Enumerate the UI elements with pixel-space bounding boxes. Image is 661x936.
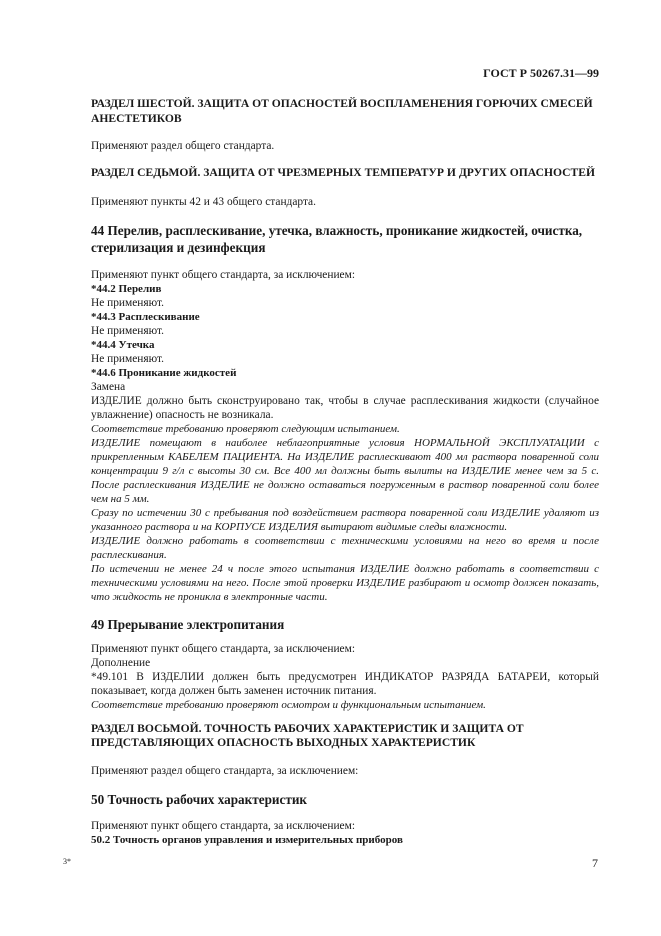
clause-44-intro: Применяют пункт общего стандарта, за исключением: [91, 268, 355, 281]
clause-44-3-text: Не применяют. [91, 324, 164, 337]
section-7-heading: РАЗДЕЛ СЕДЬМОЙ. ЗАЩИТА ОТ ЧРЕЗМЕРНЫХ ТЕМПЕРАТУР И ДРУГИХ ОПАСНОСТЕЙ [91, 166, 596, 179]
clause-44-6-paragraph-3: ИЗДЕЛИЕ помещают в наиболее неблагоприятные условия НОРМАЛЬНОЙ ЭКСПЛУАТАЦИИ с прикрепленным КАБЕЛЕМ ПАЦИЕНТА. На ИЗДЕЛИЕ расплескивают 400 мл раствора поваренной соли концентрации 9 г/л с высоты 30 см. Все 400 мл должны быть вылиты на ИЗДЕЛИЕ менее чем за 5 с. После расплескивания ИЗДЕЛИЕ не должно оставаться погруженным в раствор поваренной соли более чем на 5 мм. [91, 436, 599, 505]
clause-44-6-replace: Замена [91, 380, 126, 393]
clause-50-intro: Применяют пункт общего стандарта, за исключением: [91, 819, 355, 832]
footer-mark: 3* [63, 857, 71, 866]
clause-49-addition: Дополнение [91, 656, 151, 669]
section-8-text: Применяют раздел общего стандарта, за исключением: [91, 764, 359, 777]
clause-49-check: Соответствие требованию проверяют осмотром и функциональным испытанием. [91, 698, 486, 711]
clause-44-heading: 44 Перелив, расплескивание, утечка, влажность, проникание жидкостей, очистка, стерилизация и дезинфекция [91, 222, 583, 255]
page-number: 7 [592, 856, 598, 870]
clause-44-6-paragraph-6: По истечении не менее 24 ч после этого испытания ИЗДЕЛИЕ должно работать в соответствии с техническими условиями на него. После этой проверки ИЗДЕЛИЕ разбирают и осмотр должен показать, что жидкость не проникла в электронные части. [91, 562, 599, 603]
clause-44-4-text: Не применяют. [91, 352, 164, 365]
clause-50-heading: 50 Точность рабочих характеристик [91, 791, 308, 807]
clause-44-3-title: *44.3 Расплескивание [91, 310, 200, 323]
clause-49-intro: Применяют пункт общего стандарта, за исключением: [91, 642, 355, 655]
page-content [91, 97, 599, 847]
clause-44-4-title: *44.4 Утечка [91, 338, 155, 351]
clause-44-6-paragraph-1: ИЗДЕЛИЕ должно быть сконструировано так, чтобы в случае расплескивания жидкости (случайное увлажнение) опасность не возникала. [91, 394, 599, 421]
section-6-text: Применяют раздел общего стандарта. [91, 140, 275, 152]
clause-50-2-title: 50.2 Точность органов управления и измерительных приборов [91, 833, 403, 846]
clause-44-6-title: *44.6 Проникание жидкостей [91, 366, 237, 379]
clause-44-6-paragraph-4: Сразу по истечении 30 с пребывания под воздействием раствора поваренной соли ИЗДЕЛИЕ удаляют из указанного раствора и на КОРПУСЕ ИЗДЕЛИЯ вытирают видимые следы влажности. [91, 506, 599, 533]
clause-49-heading: 49 Прерывание электропитания [91, 616, 285, 632]
clause-44-6-paragraph-2: Соответствие требованию проверяют следующим испытанием. [91, 422, 400, 435]
section-8-heading: РАЗДЕЛ ВОСЬМОЙ. ТОЧНОСТЬ РАБОЧИХ ХАРАКТЕРИСТИК И ЗАЩИТА ОТ ПРЕДСТАВЛЯЮЩИХ ОПАСНОСТЬ ВЫХОДНЫХ ХАРАКТЕРИСТИК [91, 721, 524, 749]
clause-44-6-paragraph-5: ИЗДЕЛИЕ должно работать в соответствии с техническими условиями на него во время и после расплескивания. [91, 534, 599, 561]
document-code: ГОСТ Р 50267.31—99 [483, 66, 599, 80]
clause-44-2-title: *44.2 Перелив [91, 282, 162, 295]
section-6-heading: РАЗДЕЛ ШЕСТОЙ. ЗАЩИТА ОТ ОПАСНОСТЕЙ ВОСПЛАМЕНЕНИЯ ГОРЮЧИХ СМЕСЕЙ АНЕСТЕТИКОВ [91, 97, 593, 125]
section-7-text: Применяют пункты 42 и 43 общего стандарта. [91, 195, 316, 208]
clause-49-101: *49.101 В ИЗДЕЛИИ должен быть предусмотрен ИНДИКАТОР РАЗРЯДА БАТАРЕИ, который показывает, когда должен быть заменен источник питания. [91, 670, 599, 697]
clause-44-2-text: Не применяют. [91, 296, 164, 309]
